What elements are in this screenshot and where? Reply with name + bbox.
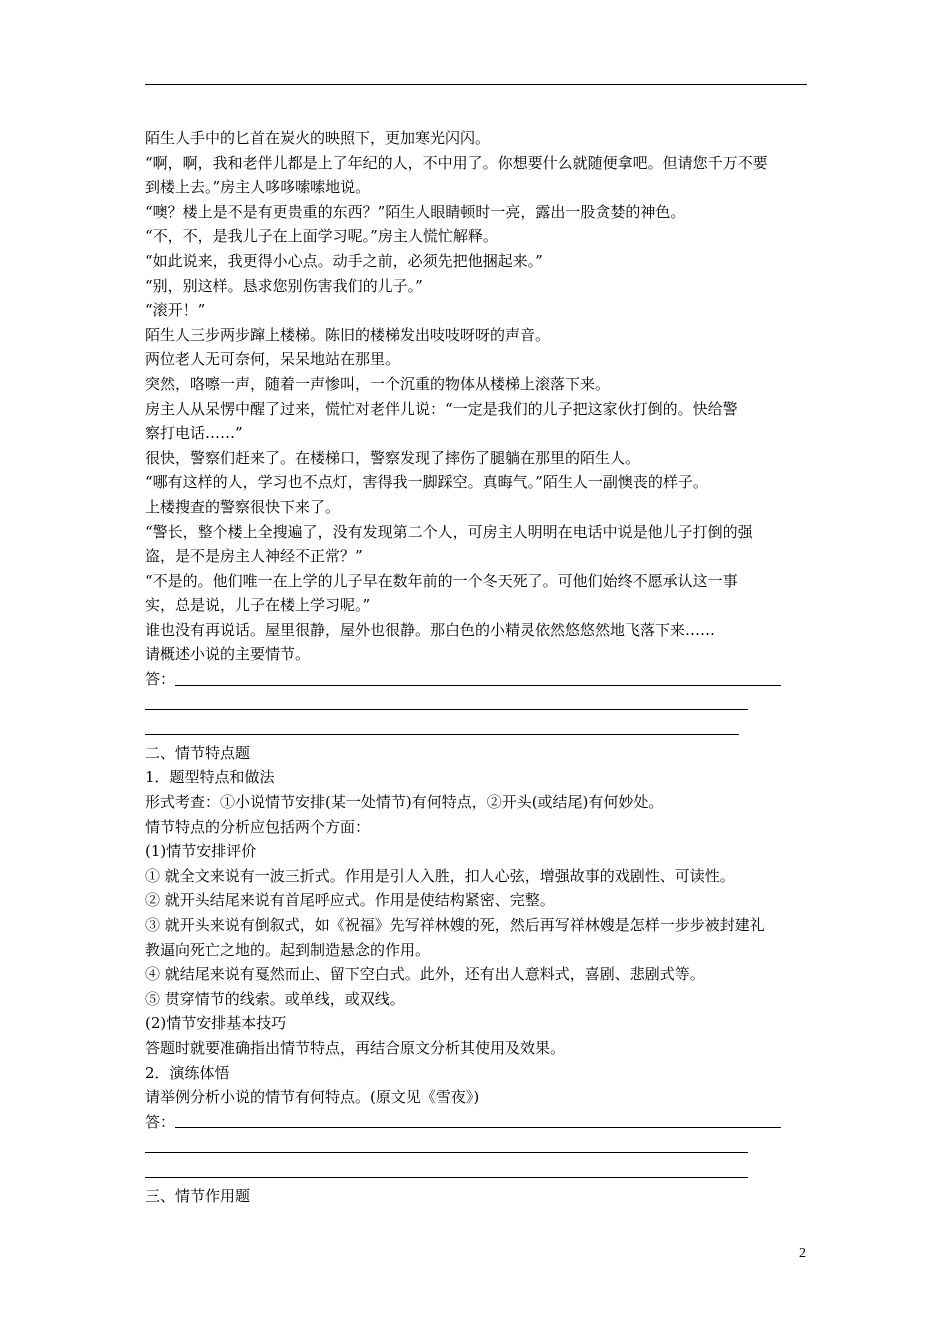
section-line: 教逼向死亡之地的。起到制造悬念的作用。 (145, 940, 431, 959)
story-line: 很快，警察们赶来了。在楼梯口，警察发现了摔伤了腿躺在那里的陌生人。 (145, 448, 641, 467)
header-rule (145, 84, 807, 85)
section-heading: 三、情节作用题 (145, 1186, 251, 1205)
story-line: 陌生人三步两步蹿上楼梯。陈旧的楼梯发出吱吱呀呀的声音。 (145, 325, 551, 344)
answer-label: 答： (145, 1112, 176, 1131)
section-line: (1)情节安排评价 (145, 842, 257, 861)
story-line: 上楼搜查的警察很快下来了。 (145, 497, 341, 516)
story-line: “噢？楼上是不是有更贵重的东西？”陌生人眼睛顿时一亮，露出一股贪婪的神色。 (145, 202, 686, 221)
story-line: “滚开！” (145, 301, 206, 320)
answer-blank[interactable] (145, 734, 739, 735)
answer-blank[interactable] (145, 1177, 748, 1178)
story-excerpt (145, 126, 815, 667)
section-line: 形式考查：①小说情节安排(某一处情节)有何特点，②开头(或结尾)有何妙处。 (145, 793, 664, 812)
answer-blank[interactable] (175, 685, 781, 686)
story-line: 到楼上去。”房主人哆哆嗦嗦地说。 (145, 178, 371, 197)
document-body (145, 126, 815, 1208)
story-line: “不，不，是我儿子在上面学习呢。”房主人慌忙解释。 (145, 227, 498, 246)
answer-area-1 (145, 667, 815, 741)
section-line: (2)情节安排基本技巧 (145, 1014, 287, 1033)
story-line: 盗，是不是房主人神经不正常？” (145, 547, 363, 566)
answer-blank[interactable] (175, 1127, 781, 1128)
section-line: 1．题型特点和做法 (145, 768, 275, 787)
question-prompt: 请举例分析小说的情节有何特点。(原文见《雪夜》) (145, 1088, 480, 1107)
section-line: 2．演练体悟 (145, 1063, 230, 1082)
page-number: 2 (799, 1246, 806, 1261)
answer-area-2 (145, 1110, 815, 1184)
story-line: 两位老人无可奈何，呆呆地站在那里。 (145, 350, 401, 369)
section-line: ② 就开头结尾来说有首尾呼应式。作用是使结构紧密、完整。 (145, 891, 555, 910)
answer-blank[interactable] (145, 709, 748, 710)
answer-line (145, 667, 815, 692)
section-line: ③ 就开头来说有倒叙式，如《祝福》先写祥林嫂的死，然后再写祥林嫂是怎样一步步被封建礼 (145, 916, 765, 934)
answer-line (145, 1134, 815, 1159)
story-line: 谁也没有再说话。屋里很静，屋外也很静。那白色的小精灵依然悠悠然地飞落下来…… (145, 620, 716, 639)
answer-line (145, 716, 815, 741)
story-line: “哪有这样的人，学习也不点灯，害得我一脚踩空。真晦气。”陌生人一副懊丧的样子。 (145, 473, 708, 492)
story-line: “警长，整个楼上全搜遍了，没有发现第二个人，可房主人明明在电话中说是他儿子打倒的强 (145, 522, 753, 541)
story-line: 房主人从呆愣中醒了过来，慌忙对老伴儿说：“一定是我们的儿子把这家伙打倒的。快给警 (145, 399, 738, 418)
section-heading: 二、情节特点题 (145, 743, 251, 762)
story-line: “如此说来，我更得小心点。动手之前，必须先把他捆起来。” (145, 251, 543, 270)
answer-blank[interactable] (145, 1152, 748, 1153)
answer-label: 答： (145, 670, 176, 689)
answer-line (145, 1159, 815, 1184)
section-line: 情节特点的分析应包括两个方面： (145, 817, 371, 836)
story-line: 察打电话……” (145, 424, 243, 443)
section-line: ① 就全文来说有一波三折式。作用是引人入胜，扣人心弦，增强故事的戏剧性、可读性。 (145, 866, 735, 885)
story-line: “不是的。他们唯一在上学的儿子早在数年前的一个冬天死了。可他们始终不愿承认这一事 (145, 571, 738, 590)
story-line: “别，别这样。恳求您别伤害我们的儿子。” (145, 276, 423, 295)
section-line: ⑤ 贯穿情节的线索。或单线，或双线。 (145, 989, 405, 1008)
section-line: 答题时就要准确指出情节特点，再结合原文分析其使用及效果。 (145, 1038, 566, 1057)
section-line: ④ 就结尾来说有戛然而止、留下空白式。此外，还有出人意料式，喜剧、悲剧式等。 (145, 965, 705, 984)
question-prompt: 请概述小说的主要情节。 (145, 645, 311, 664)
story-line: 突然，咯嚓一声，随着一声惨叫，一个沉重的物体从楼梯上滚落下来。 (145, 374, 611, 393)
answer-line (145, 1110, 815, 1135)
answer-line (145, 692, 815, 717)
story-line: 陌生人手中的匕首在炭火的映照下，更加寒光闪闪。 (145, 129, 491, 147)
section-plot-features (145, 741, 815, 1110)
section-plot-function (145, 1184, 815, 1209)
story-line: 实，总是说，儿子在楼上学习呢。” (145, 596, 371, 615)
story-line: “啊，啊，我和老伴儿都是上了年纪的人，不中用了。你想要什么就随便拿吧。但请您千万不要 (145, 153, 768, 172)
